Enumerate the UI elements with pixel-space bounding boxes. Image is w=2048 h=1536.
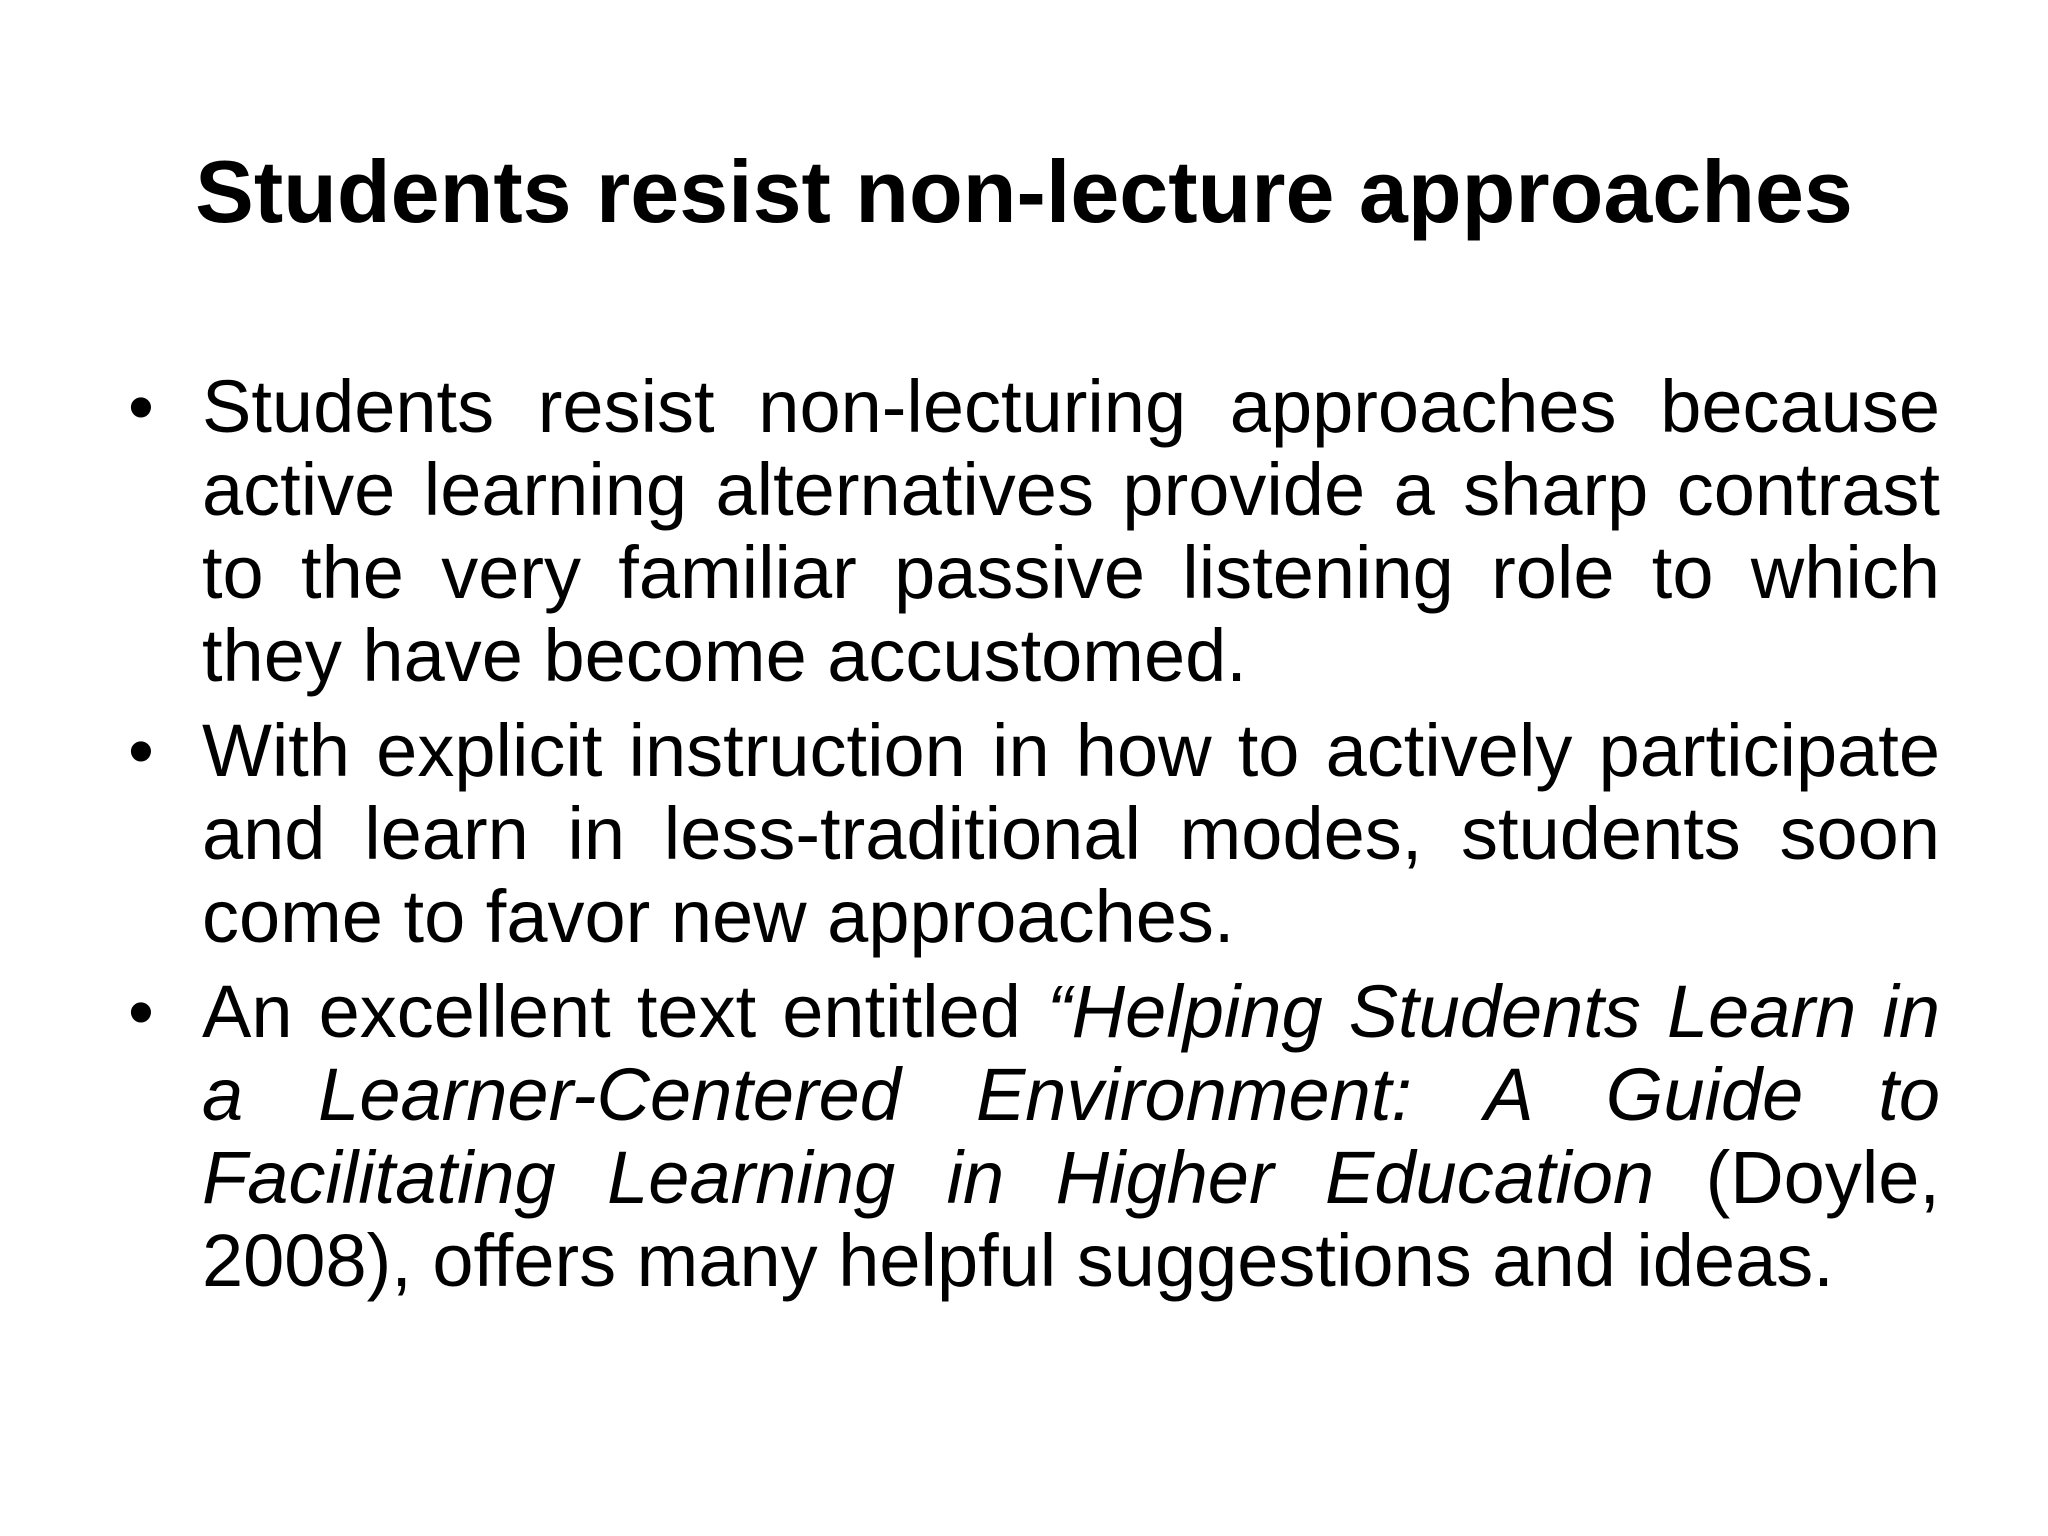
bullet-list [120, 365, 1940, 1314]
bullet-text-3-intro: An excellent text entitled [202, 970, 1048, 1053]
book-title: “Helping Students Learn in a Learner-Centered Environment: A Guide to Facilitating Learning in Higher Education [202, 970, 1940, 1219]
bullet-icon: • [128, 365, 154, 448]
bullet-text-2: With explicit instruction in how to actively participate and learn in less-traditional modes, students soon come to favor new approaches. [202, 709, 1940, 958]
bullet-text-3-citation: (Doyle, 2008), offers many helpful suggestions and ideas. [202, 1136, 1940, 1302]
bullet-icon: • [128, 970, 154, 1053]
slide-title: Students resist non-lecture approaches [195, 142, 1853, 241]
bullet-item-1 [120, 365, 1940, 697]
bullet-text-1: Students resist non-lecturing approaches because active learning alternatives provide a sharp contrast to the very familiar passive listening role to which they have become accustomed. [202, 365, 1940, 697]
bullet-icon: • [128, 709, 154, 792]
bullet-item-3 [120, 970, 1940, 1302]
bullet-item-2 [120, 709, 1940, 958]
